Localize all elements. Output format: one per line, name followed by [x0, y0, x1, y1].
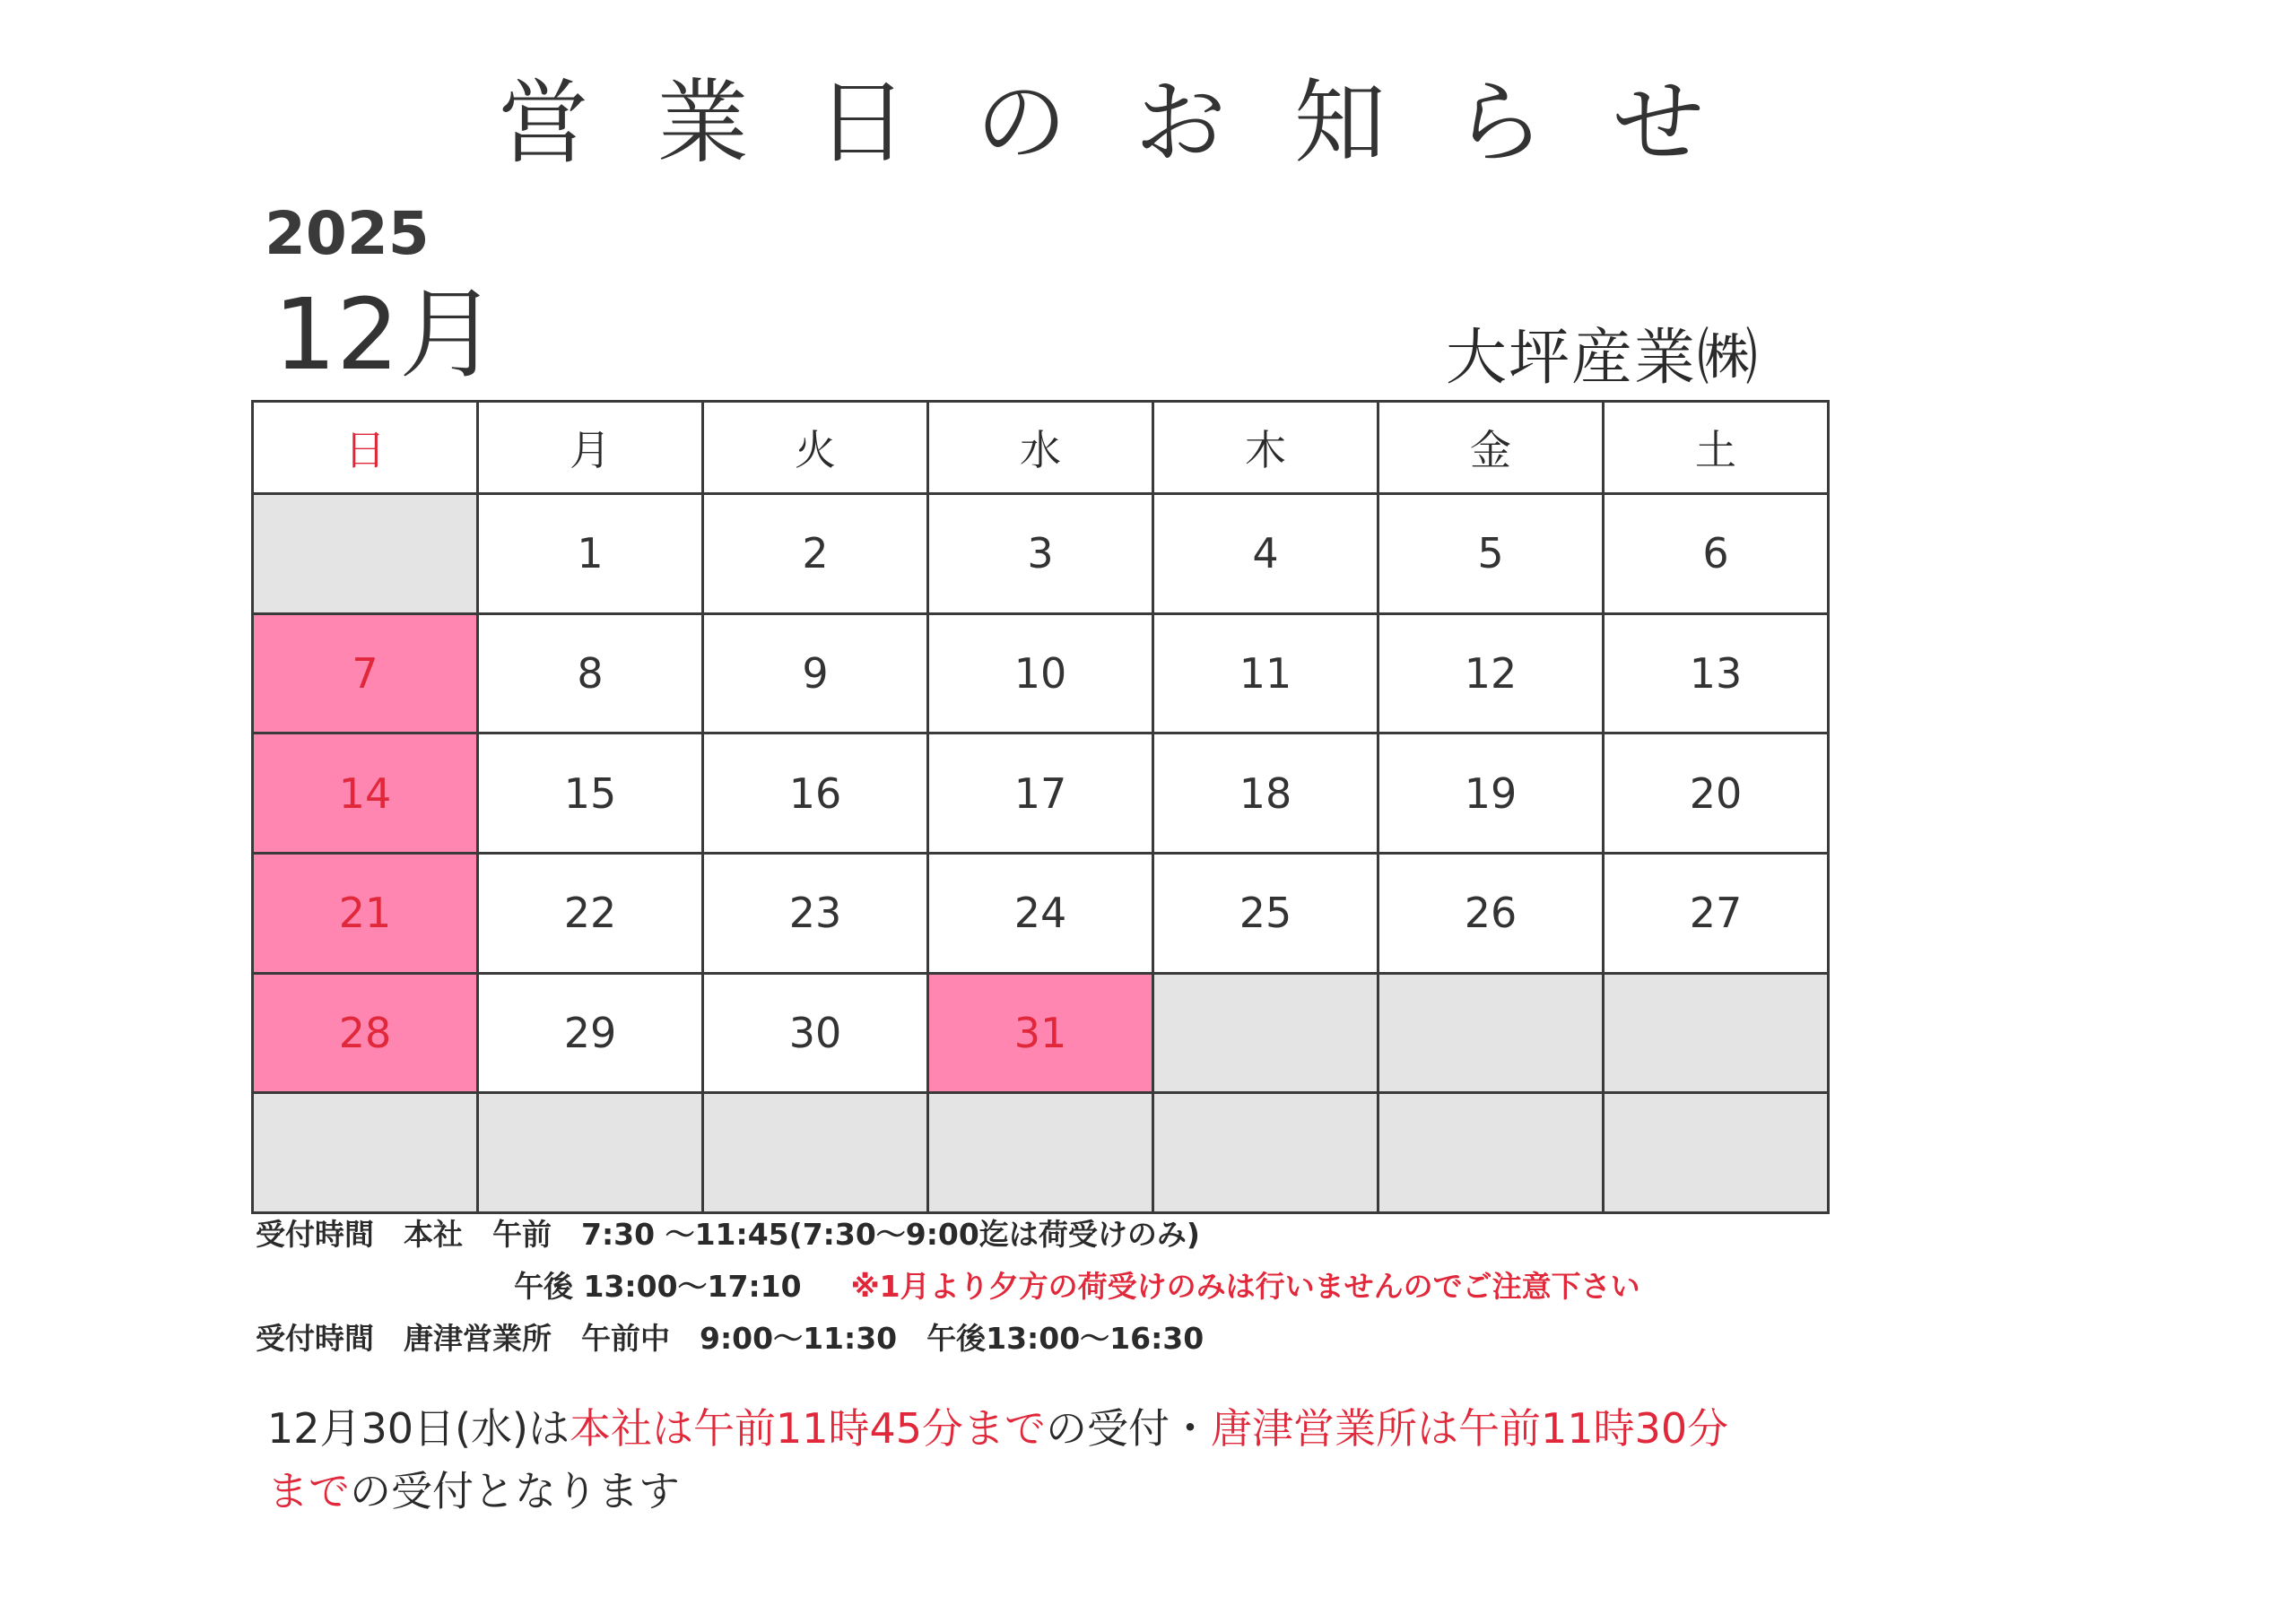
day-cell: 24	[928, 853, 1153, 973]
weekday-friday: 金	[1378, 402, 1604, 494]
notice-connector: の受付・	[1046, 1404, 1212, 1453]
day-cell: 26	[1378, 853, 1604, 973]
holiday-cell: 14	[253, 733, 478, 854]
year-end-notice	[267, 1404, 1729, 1515]
week-row	[253, 853, 1829, 973]
day-cell: 22	[478, 853, 703, 973]
day-cell: 11	[1153, 613, 1378, 733]
weekday-monday: 月	[478, 402, 703, 494]
title-char: 知	[1293, 70, 1386, 177]
day-cell: 15	[478, 733, 703, 854]
month-label: 12月	[274, 277, 498, 392]
holiday-cell: 21	[253, 853, 478, 973]
empty-day-cell	[1604, 973, 1829, 1093]
empty-day-cell	[1378, 1093, 1604, 1213]
day-cell: 25	[1153, 853, 1378, 973]
day-cell: 29	[478, 973, 703, 1093]
notice-date: 12月30日(水)は	[267, 1404, 570, 1453]
empty-day-cell	[1153, 973, 1378, 1093]
reception-hours-main-office-pm	[514, 1269, 1640, 1304]
title-char: 業	[657, 70, 749, 177]
title-char: の	[975, 70, 1067, 177]
holiday-cell: 31	[928, 973, 1153, 1093]
week-row	[253, 494, 1829, 614]
day-cell: 17	[928, 733, 1153, 854]
day-cell: 27	[1604, 853, 1829, 973]
calendar-table	[251, 400, 1830, 1214]
title-char: せ	[1612, 70, 1704, 177]
day-cell: 30	[703, 973, 928, 1093]
weekday-sunday: 日	[253, 402, 478, 494]
weekday-thursday: 木	[1153, 402, 1378, 494]
title-char: 営	[498, 70, 589, 177]
page-title	[498, 70, 1704, 178]
day-cell: 19	[1378, 733, 1604, 854]
title-char: 日	[816, 70, 909, 177]
empty-day-cell	[253, 494, 478, 614]
day-cell: 6	[1604, 494, 1829, 614]
weekday-wednesday: 水	[928, 402, 1153, 494]
year-end-notice-line2	[267, 1467, 680, 1515]
evening-notice: ※1月より夕方の荷受けのみは行いませんのでご注意下さい	[850, 1269, 1640, 1304]
reception-hours-main-office-am: 受付時間 本社 午前 7:30 ～11:45(7:30～9:00迄は荷受けのみ)	[256, 1217, 1200, 1252]
empty-day-cell	[1604, 1093, 1829, 1213]
title-char: ら	[1453, 70, 1545, 177]
company-name: 大坪産業㈱	[1446, 323, 1761, 394]
empty-day-cell	[928, 1093, 1153, 1213]
day-cell: 23	[703, 853, 928, 973]
day-cell: 1	[478, 494, 703, 614]
year-label: 2025	[265, 199, 430, 268]
empty-day-cell	[1153, 1093, 1378, 1213]
week-row	[253, 973, 1829, 1093]
week-row	[253, 1093, 1829, 1213]
empty-day-cell	[478, 1093, 703, 1213]
day-cell: 5	[1378, 494, 1604, 614]
day-cell: 4	[1153, 494, 1378, 614]
notice-until: まで	[267, 1467, 350, 1515]
weekday-header-row	[253, 402, 1829, 494]
weekday-saturday: 土	[1604, 402, 1829, 494]
week-row	[253, 613, 1829, 733]
notice-karatsu-office: 唐津営業所は午前11時30分	[1211, 1404, 1729, 1453]
day-cell: 10	[928, 613, 1153, 733]
day-cell: 13	[1604, 613, 1829, 733]
notice-main-office: 本社は午前11時45分まで	[569, 1404, 1047, 1453]
holiday-cell: 7	[253, 613, 478, 733]
week-row	[253, 733, 1829, 854]
day-cell: 3	[928, 494, 1153, 614]
day-cell: 20	[1604, 733, 1829, 854]
empty-day-cell	[703, 1093, 928, 1213]
reception-hours-karatsu-office: 受付時間 唐津営業所 午前中 9:00～11:30 午後13:00～16:30	[256, 1321, 1205, 1356]
year-end-notice-line1	[267, 1404, 1729, 1453]
notice-ending: の受付となります	[350, 1467, 680, 1515]
empty-day-cell	[253, 1093, 478, 1213]
empty-day-cell	[1378, 973, 1604, 1093]
day-cell: 8	[478, 613, 703, 733]
weekday-tuesday: 火	[703, 402, 928, 494]
main-office-pm-time: 午後 13:00～17:10	[514, 1269, 802, 1304]
title-char: お	[1135, 70, 1227, 177]
day-cell: 9	[703, 613, 928, 733]
holiday-cell: 28	[253, 973, 478, 1093]
day-cell: 16	[703, 733, 928, 854]
day-cell: 18	[1153, 733, 1378, 854]
day-cell: 12	[1378, 613, 1604, 733]
day-cell: 2	[703, 494, 928, 614]
